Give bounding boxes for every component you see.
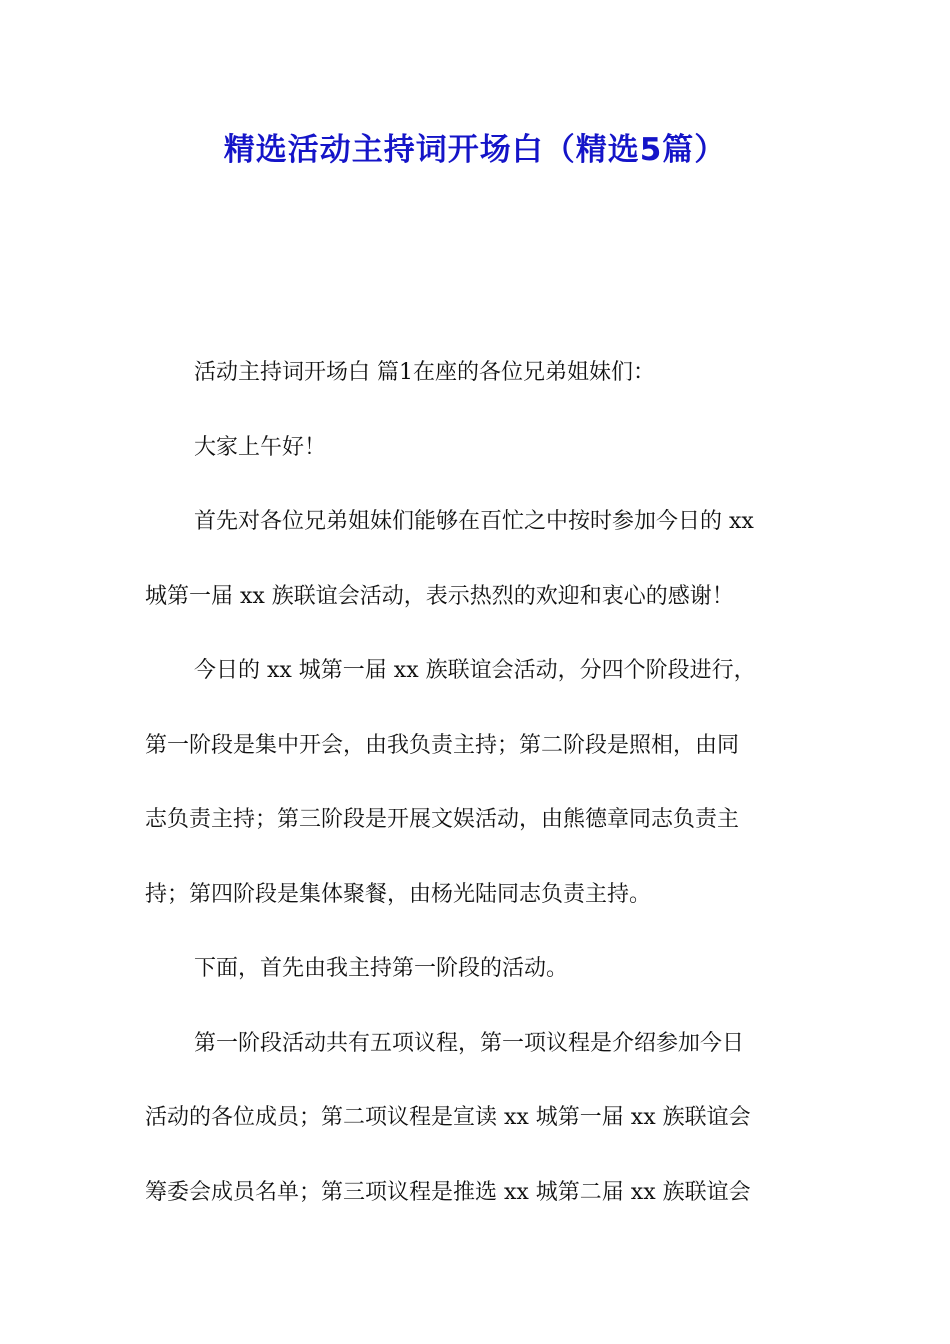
document-title: 精选活动主持词开场白（精选5篇） bbox=[223, 132, 727, 168]
text-line: 筹委会成员名单；第三项议程是推选 xx 城第二届 xx 族联谊会 bbox=[145, 1179, 751, 1205]
text-line: 下面，首先由我主持第一阶段的活动。 bbox=[194, 956, 569, 981]
paragraph-5 bbox=[145, 932, 807, 1007]
paragraph-1 bbox=[145, 336, 807, 411]
document-body bbox=[145, 336, 807, 1230]
text-line: 第一阶段活动共有五项议程，第一项议程是介绍参加今日 bbox=[194, 1030, 745, 1056]
text-line: 今日的 xx 城第一届 xx 族联谊会活动，分四个阶段进行， bbox=[194, 658, 756, 683]
text-line: 第一阶段是集中开会，由我负责主持；第二阶段是照相，由同 bbox=[145, 732, 740, 758]
text-line: 首先对各位兄弟姐妹们能够在百忙之中按时参加今日的 xx bbox=[194, 509, 754, 534]
text-line: 持；第四阶段是集体聚餐，由杨光陆同志负责主持。 bbox=[145, 881, 652, 907]
text-line: 大家上午好！ bbox=[194, 434, 327, 460]
text-line: 城第一届 xx 族联谊会活动，表示热烈的欢迎和衷心的感谢！ bbox=[145, 583, 734, 609]
paragraph-3 bbox=[145, 485, 807, 634]
text-line: 活动主持词开场白 篇1在座的各位兄弟姐妹们： bbox=[194, 360, 655, 385]
paragraph-4 bbox=[145, 634, 807, 932]
text-line: 活动的各位成员；第二项议程是宣读 xx 城第一届 xx 族联谊会 bbox=[145, 1105, 751, 1130]
text-line: 志负责主持；第三阶段是开展文娱活动，由熊德章同志负责主 bbox=[145, 807, 740, 832]
paragraph-2 bbox=[145, 411, 807, 486]
paragraph-6 bbox=[145, 1007, 807, 1231]
